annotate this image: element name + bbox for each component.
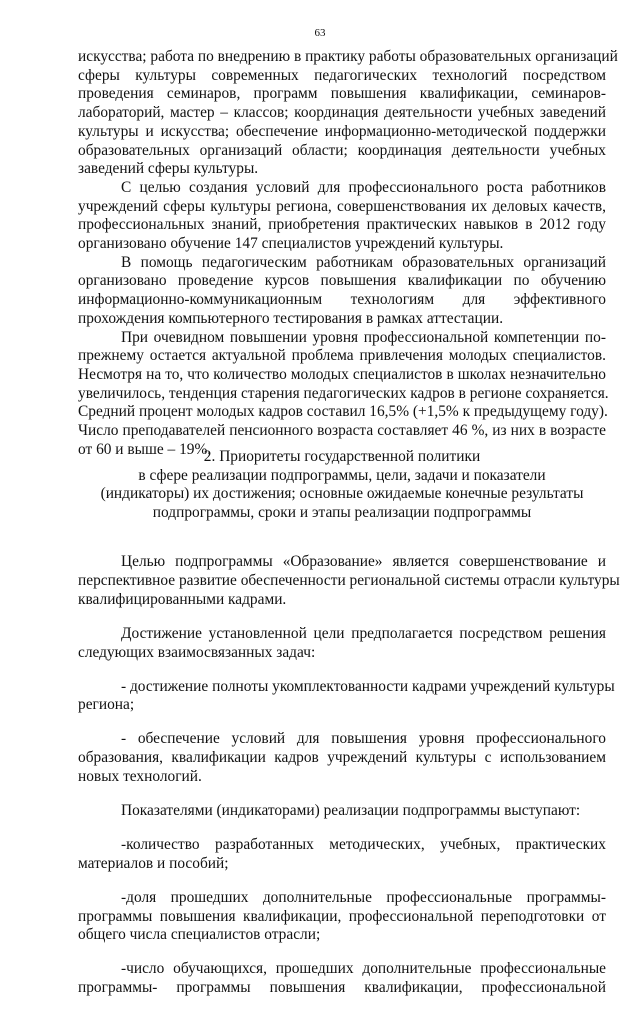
text-line: увеличилось, тенденция старения педагогических кадров в регионе сохраняется. [78,384,609,402]
text-line: программы- программы повышения квалификации, профессиональной [78,979,606,997]
paragraph [78,677,615,715]
body-text-top [78,48,618,459]
text-line: - достижение полноты укомплектованности кадрами учреждений культуры [121,677,615,695]
paragraph [78,48,618,179]
paragraph [78,254,606,329]
text-line: организовано проведение курсов повышения квалификации по обучению [78,272,606,290]
text-line: лабораторий, мастер – классов; координация деятельности учебных заведений [78,104,606,122]
text-line: Средний процент молодых кадров составил 16,5% (+1,5% к предыдущему году). [78,403,608,421]
text-line: организовано обучение 147 специалистов учреждений культуры. [78,235,504,253]
text-line: общего числа специалистов отрасли; [78,926,321,944]
text-line: учреждений сферы культуры региона, совершенствования их деловых качеств, [78,197,606,215]
paragraph [78,625,606,662]
text-line: -доля прошедших дополнительные профессиональные программы- [121,888,606,906]
paragraph [78,328,609,460]
text-line: прохождения компьютерного тестирования в рамках аттестации. [78,309,504,327]
text-line: следующих взаимосвязанных задач: [78,643,316,661]
text-line: Достижение установленной цели предполагается посредством решения [121,624,606,642]
paragraph [78,960,606,997]
text-line: материалов и пособий; [78,854,229,872]
paragraph [78,730,606,786]
text-line: образовательных организаций области; координация деятельности учебных [78,141,606,159]
text-line: квалифицированными кадрами. [78,590,287,608]
paragraph [78,802,606,821]
text-line: программы повышения квалификации, профессиональной переподготовки от [78,907,606,925]
text-line: проведения семинаров, программ повышения квалификации, семинаров- [78,85,606,103]
text-line: сферы культуры современных педагогических технологий посредством [78,66,606,84]
heading-line: (индикаторы) их достижения; основные ожидаемые конечные результаты [100,485,584,503]
paragraph [78,889,606,945]
text-line: культуры и искусства; обеспечение информационно-методической поддержки [78,122,606,140]
text-line: - обеспечение условий для повышения уровня профессионального [121,730,606,748]
text-line: В помощь педагогическим работникам образовательных организаций [121,253,606,271]
text-line: Несмотря на то, что количество молодых специалистов в школах незначительно [78,365,606,383]
text-line: прежнему остается актуальной проблема привлечения молодых специалистов. [78,347,606,365]
text-line: Показателями (индикаторами) реализации подпрограммы выступают: [121,801,581,819]
text-line: образования, квалификации кадров учреждений культуры с использованием [78,749,606,767]
text-line: -число обучающихся, прошедших дополнительные профессиональные [121,960,606,978]
paragraph [78,836,606,873]
paragraph [78,553,620,609]
text-line: профессиональных знаний, приобретения практических навыков в 2012 году [78,216,606,234]
heading-line: в сфере реализации подпрограммы, цели, задачи и показатели [138,466,546,484]
text-line: -количество разработанных методических, учебных, практических [121,836,606,854]
paragraph [78,179,606,254]
text-line: региона; [78,696,135,714]
text-line: от 60 и выше – 19%. [78,440,212,458]
text-line: искусства; работа по внедрению в практику работы образовательных организаций [78,48,618,65]
page-number: 63 [314,27,326,39]
body-text-bottom [78,538,620,1013]
text-line: новых технологий. [78,767,202,785]
text-line: При очевидном повышении уровня профессиональной компетенции по- [121,328,606,346]
section-heading [78,448,606,523]
text-line: Число преподавателей пенсионного возраста составляет 46 %, из них в возрасте [78,422,606,440]
heading-line: 2. Приоритеты государственной политики [203,448,481,465]
text-line: С целью создания условий для профессионального роста работников [121,178,606,196]
heading-line: подпрограммы, сроки и этапы реализации подпрограммы [152,504,532,522]
text-line: перспективное развитие обеспеченности региональной системы отрасли культуры [78,572,620,590]
text-line: заведений сферы культуры. [78,160,259,178]
text-line: информационно-коммуникационным технологиям для эффективного [78,291,606,309]
text-line: Целью подпрограммы «Образование» является совершенствование и [121,553,606,571]
